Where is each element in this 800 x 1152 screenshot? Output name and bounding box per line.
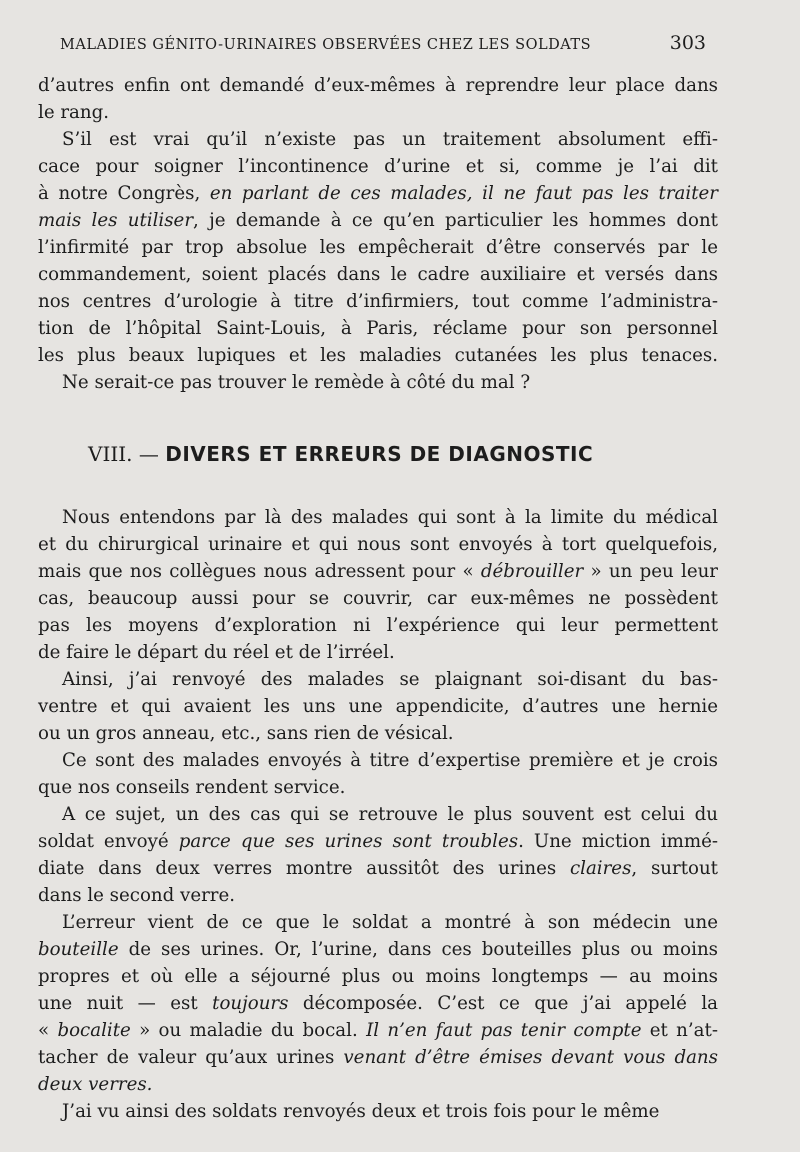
text-run: pas les moyens d’exploration ni l’expérience qui leur permettent <box>38 615 718 636</box>
running-title: MALADIES GÉNITO-URINAIRES OBSERVÉES CHEZ LES SOLDATS <box>60 37 592 53</box>
text-run: A ce sujet, un des cas qui se retrouve le plus souvent est celui du <box>62 804 718 825</box>
italic-text: débrouiller <box>480 561 584 582</box>
text-line <box>38 99 718 126</box>
text-run: le rang. <box>38 102 110 123</box>
italic-text: parce que ses urines sont troubles <box>178 831 519 852</box>
italic-text: bouteille <box>38 939 119 960</box>
text-run: que nos conseils rendent service. <box>38 777 346 798</box>
text-line <box>38 234 718 261</box>
text-run: S’il est vrai qu’il n’existe pas un traitement absolument effi- <box>62 129 718 150</box>
italic-text: toujours <box>212 993 289 1014</box>
text-run: Ainsi, j’ai renvoyé des malades se plaignant soi-disant du bas- <box>62 669 718 690</box>
text-line <box>38 126 718 153</box>
section-heading <box>88 440 728 468</box>
text-run: ou un gros anneau, etc., sans rien de vésical. <box>38 723 454 744</box>
text-line <box>38 1071 718 1098</box>
text-run: Nous entendons par là des malades qui sont à la limite du médical <box>62 507 718 528</box>
text-line <box>38 558 718 585</box>
text-run: tion de l’hôpital Saint-Louis, à Paris, réclame pour son personnel <box>38 318 718 339</box>
text-run: Ne serait-ce pas trouver le remède à côté du mal ? <box>62 372 531 393</box>
text-run: , je demande à ce qu’en particulier les hommes dont <box>193 210 718 231</box>
text-line <box>38 1098 718 1125</box>
page-number: 303 <box>669 32 706 54</box>
text-run: cace pour soigner l’incontinence d’urine et si, comme je l’ai dit <box>38 156 718 177</box>
text-line <box>38 720 718 747</box>
text-run: décomposée. C’est ce que j’ai appelé la <box>288 993 719 1014</box>
text-run: tacher de valeur qu’aux urines <box>38 1047 344 1068</box>
text-run: nos centres d’urologie à titre d’infirmiers, tout comme l’administra- <box>38 291 718 312</box>
text-run: . Une miction immé- <box>518 831 718 852</box>
text-run: J’ai vu ainsi des soldats renvoyés deux et trois fois pour le même <box>62 1101 660 1122</box>
text-run: propres et où elle a séjourné plus ou moins longtemps — au moins <box>38 966 718 987</box>
text-line <box>38 936 718 963</box>
italic-text: venant d’être émises devant vous dans <box>343 1047 718 1068</box>
text-line <box>38 801 718 828</box>
text-run: L’erreur vient de ce que le soldat a montré à son médecin une <box>62 912 718 933</box>
paragraph-block-divers <box>38 504 718 1125</box>
text-line <box>38 342 718 369</box>
text-line <box>38 693 718 720</box>
text-run: d’autres enfin ont demandé d’eux-mêmes à reprendre leur place dans <box>38 75 718 96</box>
text-run: de faire le départ du réel et de l’irréel. <box>38 642 395 663</box>
text-line <box>38 180 718 207</box>
text-run: diate dans deux verres montre aussitôt des urines <box>38 858 570 879</box>
text-run: » ou maladie du bocal. <box>130 1020 367 1041</box>
text-run: soldat envoyé <box>38 831 179 852</box>
text-line <box>38 585 718 612</box>
text-run: commandement, soient placés dans le cadre auxiliaire et versés dans <box>38 264 718 285</box>
text-run: cas, beaucoup aussi pour se couvrir, car eux-mêmes ne possèdent <box>38 588 718 609</box>
text-line <box>38 531 718 558</box>
text-run: « <box>38 1020 58 1041</box>
text-line <box>38 369 718 396</box>
text-line <box>38 1044 718 1071</box>
italic-text: bocalite <box>57 1020 131 1041</box>
italic-text: Il n’en faut pas tenir compte <box>366 1020 642 1041</box>
text-line <box>38 153 718 180</box>
text-run: de ses urines. Or, l’urine, dans ces bouteilles plus ou moins <box>118 939 718 960</box>
text-line <box>38 747 718 774</box>
italic-text: deux verres. <box>38 1074 153 1095</box>
text-line <box>38 288 718 315</box>
text-line <box>38 666 718 693</box>
text-run: les plus beaux lupiques et les maladies cutanées les plus tenaces. <box>38 345 718 366</box>
text-run: dans le second verre. <box>38 885 236 906</box>
text-line <box>38 774 718 801</box>
italic-text: mais les utiliser <box>38 210 194 231</box>
text-run: Ce sont des malades envoyés à titre d’expertise première et je crois <box>62 750 718 771</box>
text-run: ventre et qui avaient les uns une appendicite, d’autres une hernie <box>38 696 718 717</box>
text-run: et n’at- <box>641 1020 718 1041</box>
running-header <box>60 32 706 54</box>
text-line <box>38 828 718 855</box>
text-line <box>38 315 718 342</box>
text-run: et du chirurgical urinaire et qui nous sont envoyés à tort quelquefois, <box>38 534 718 555</box>
paragraph-block-incontinence <box>38 72 718 396</box>
text-line <box>38 855 718 882</box>
text-line <box>38 207 718 234</box>
text-run: une nuit — est <box>38 993 213 1014</box>
text-run: » un peu leur <box>583 561 718 582</box>
text-line <box>38 1017 718 1044</box>
text-line <box>38 882 718 909</box>
text-line <box>38 504 718 531</box>
text-line <box>38 261 718 288</box>
text-line <box>38 639 718 666</box>
text-line <box>38 909 718 936</box>
text-run: , surtout <box>631 858 718 879</box>
text-line <box>38 963 718 990</box>
text-line <box>38 612 718 639</box>
italic-text: en parlant de ces malades, il ne faut pas les traiter <box>209 183 718 204</box>
text-run: à notre Congrès, <box>38 183 210 204</box>
text-line <box>38 72 718 99</box>
text-run: l’infirmité par trop absolue les empêcherait d’être conservés par le <box>38 237 718 258</box>
text-line <box>38 990 718 1017</box>
section-number: VIII. — <box>88 442 166 466</box>
section-title: DIVERS ET ERREURS DE DIAGNOSTIC <box>165 442 594 466</box>
text-run: mais que nos collègues nous adressent pour « <box>38 561 481 582</box>
italic-text: claires <box>569 858 632 879</box>
